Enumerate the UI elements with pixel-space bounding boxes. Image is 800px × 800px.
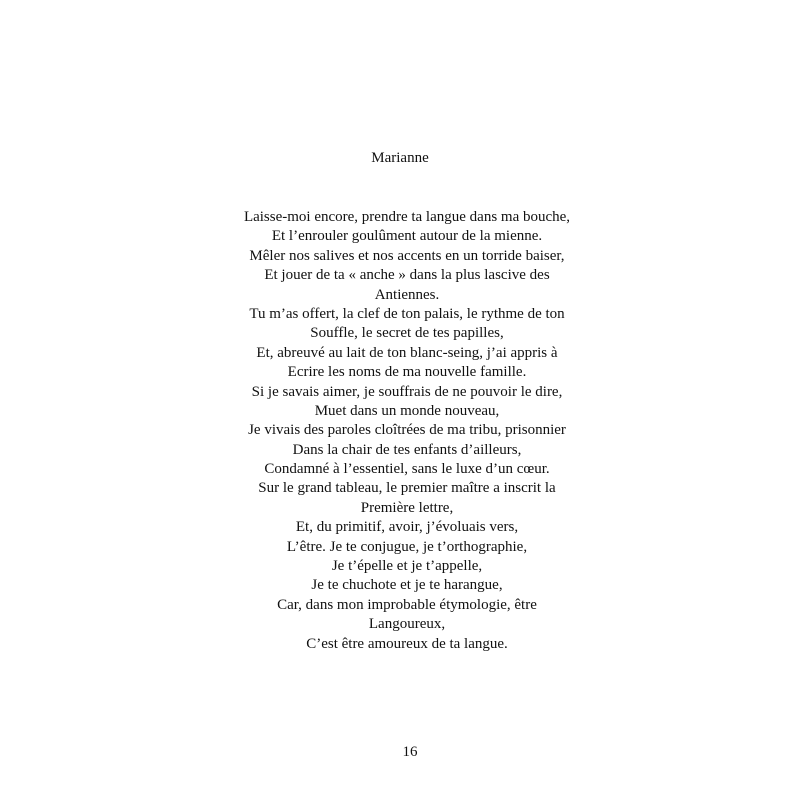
poem-line: Et l’enrouler goulûment autour de la mienne. (271, 228, 543, 245)
poem-line: Souffle, le secret de tes papilles, (310, 325, 504, 342)
poem-line: Et, abreuvé au lait de ton blanc-seing, j’ai appris à (256, 344, 558, 361)
page-number: 16 (402, 744, 418, 760)
poem-line: Je te chuchote et je te harangue, (311, 577, 503, 594)
poem-line: Ecrire les noms de ma nouvelle famille. (287, 364, 527, 381)
poem-line: Si je savais aimer, je souffrais de ne pouvoir le dire, (251, 383, 563, 400)
poem-line: Car, dans mon improbable étymologie, être (277, 596, 537, 613)
poem-line: Et jouer de ta « anche » dans la plus lascive des (264, 267, 550, 284)
poem-title: Marianne (371, 150, 429, 166)
poem-line: Je t’épelle et je t’appelle, (331, 558, 483, 575)
poem-line: Laisse-moi encore, prendre ta langue dans ma bouche, (243, 209, 571, 225)
poem-line: L’être. Je te conjugue, je t’orthographie, (286, 538, 528, 555)
poem-line: Muet dans un monde nouveau, (314, 402, 500, 419)
poem-line: Première lettre, (360, 499, 454, 516)
poem-body (0, 208, 800, 654)
poem-line: Je vivais des paroles cloîtrées de ma tribu, prisonnier (248, 422, 566, 439)
poem-line: Langoureux, (368, 616, 446, 633)
poem-line: Antiennes. (374, 286, 440, 303)
poem-line: C’est être amoureux de ta langue. (306, 635, 508, 652)
poem-line: Et, du primitif, avoir, j’évoluais vers, (295, 519, 519, 536)
poem-line: Condamné à l’essentiel, sans le luxe d’un cœur. (264, 461, 550, 478)
poem-line: Dans la chair de tes enfants d’ailleurs, (292, 441, 522, 458)
poem-line: Tu m’as offert, la clef de ton palais, le rythme de ton (249, 305, 565, 322)
poem-line: Sur le grand tableau, le premier maître a inscrit la (258, 480, 556, 497)
poem-line: Mêler nos salives et nos accents en un torride baiser, (249, 247, 565, 264)
